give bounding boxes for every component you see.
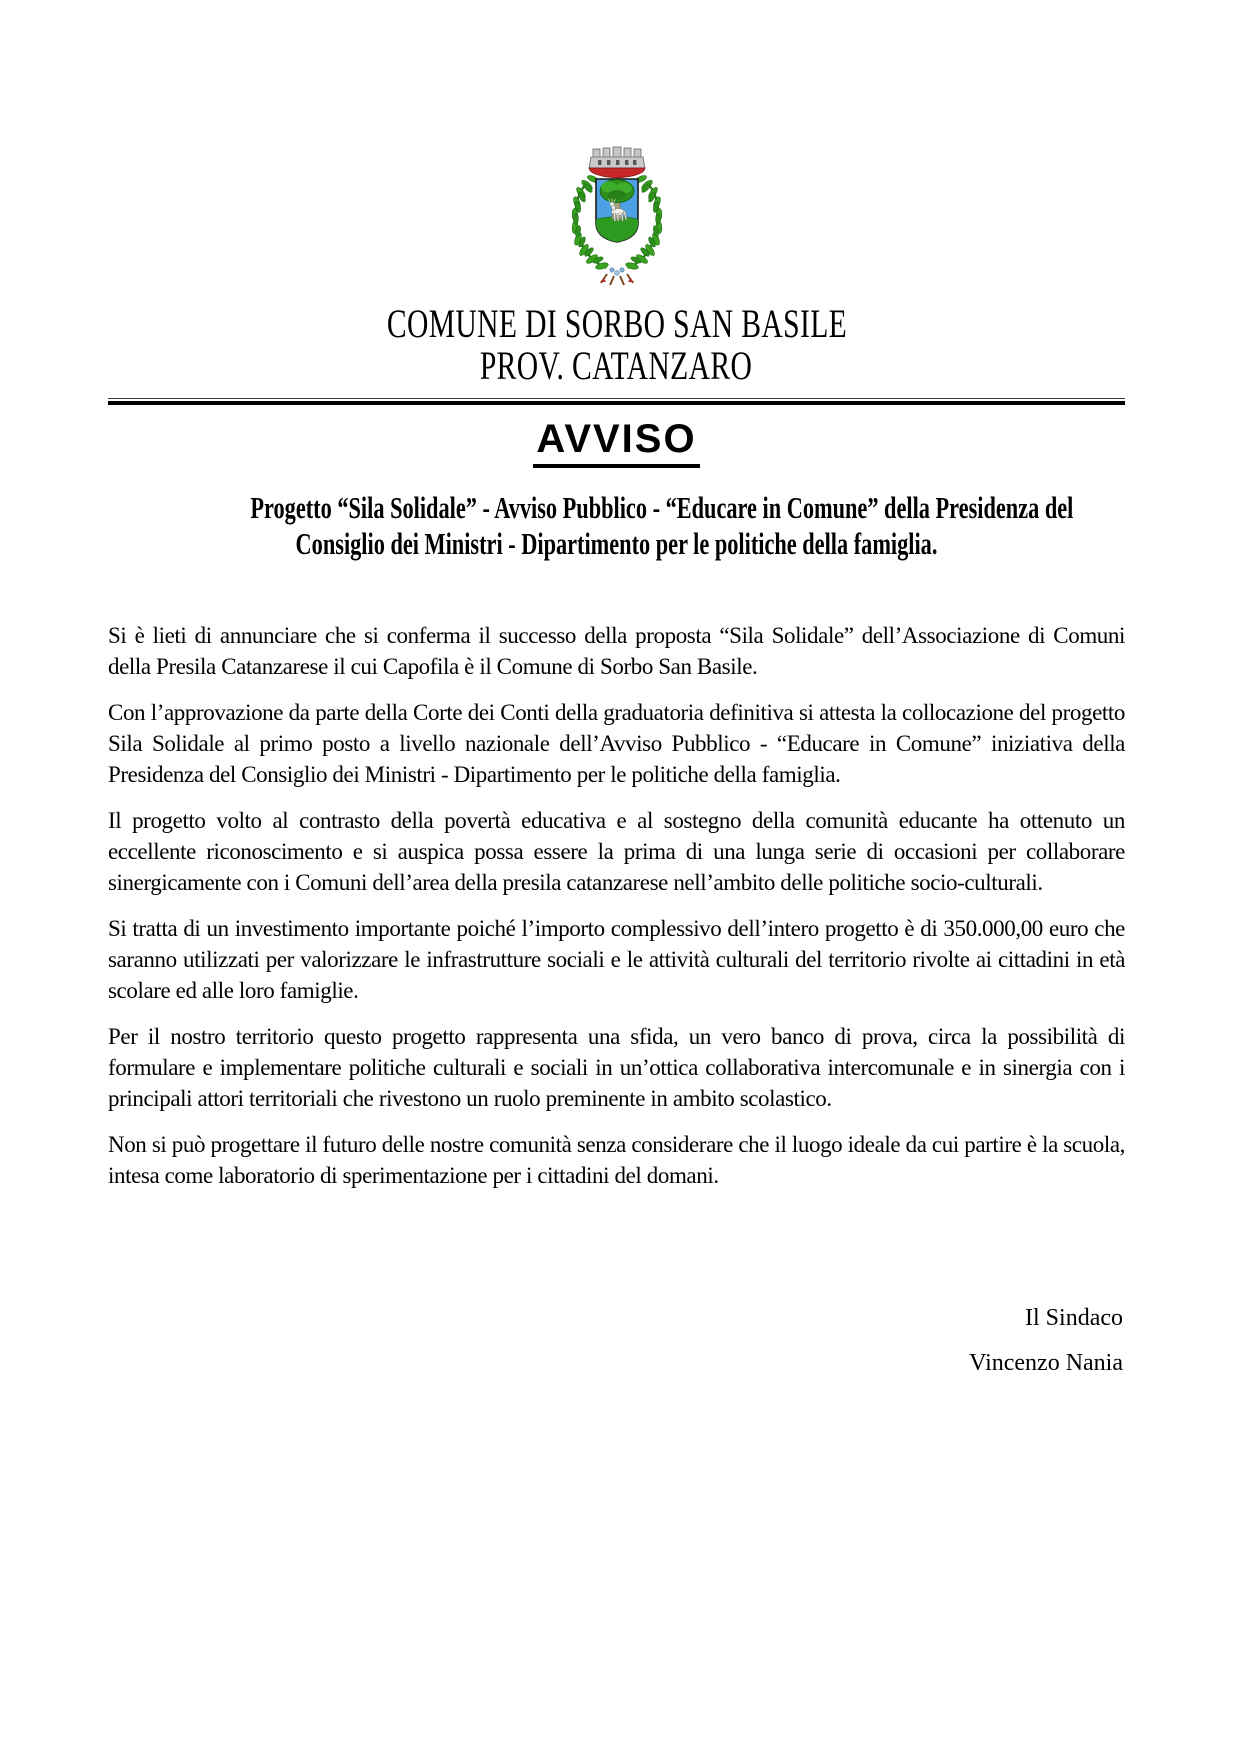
municipality-title <box>108 302 1125 346</box>
notice-subtitle <box>108 490 1125 562</box>
notice-title: AVVISO <box>533 418 699 468</box>
paragraph: Non si può progettare il futuro delle nostre comunità senza considerare che il luogo ideale da cui partire è la scuola, intesa come laboratorio di sperimentazione per i cittadini del domani. <box>108 1132 1125 1188</box>
notice-title-row <box>108 418 1125 468</box>
signature-role: Il Sindaco <box>1025 1305 1123 1331</box>
province-subtitle <box>108 344 1125 388</box>
paragraph: Il progetto volto al contrasto della povertà educativa e al sostegno della comunità educante ha ottenuto un eccellente riconoscimento e si auspica possa essere la prima di una lunga serie di occasioni per collaborare sinergicamente con i Comuni dell’area della presila catanzarese nell’ambito delle politiche socio-culturali. <box>108 808 1125 895</box>
paragraph: Con l’approvazione da parte della Corte dei Conti della graduatoria definitiva si attesta la collocazione del progetto Sila Solidale al primo posto a livello nazionale dell’Avviso Pubblico - “Educare in Comune” iniziativa della Presidenza del Consiglio dei Ministri - Dipartimento per le politiche della famiglia. <box>108 700 1125 787</box>
divider-thick-line <box>108 401 1125 405</box>
paragraph: Si tratta di un investimento importante poiché l’importo complessivo dell’intero progetto è di 350.000,00 euro che saranno utilizzati per valorizzare le infrastrutture sociali e le attività culturali del territorio rivolte ai cittadini in età scolare ed alle loro famiglie. <box>108 916 1125 1003</box>
signature-block <box>108 1303 1125 1379</box>
municipality-title-text: COMUNE DI SORBO SAN BASILE <box>386 301 847 346</box>
notice-subtitle-line1: Progetto “Sila Solidale” - Avviso Pubblico - “Educare in Comune” della Presidenza del <box>250 490 1074 525</box>
document-body <box>108 620 1125 1191</box>
province-subtitle-text: PROV. CATANZARO <box>480 343 753 388</box>
header-divider-rule <box>108 398 1125 405</box>
paragraph: Per il nostro territorio questo progetto rappresenta una sfida, un vero banco di prova, circa la possibilità di formulare e implementare politiche culturali e sociali in un’ottica collaborativa intercomunale e in sinergia con i principali attori territoriali che rivestono un ruolo preminente in ambito scolastico. <box>108 1024 1125 1111</box>
signature-name: Vincenzo Nania <box>969 1350 1123 1376</box>
coat-of-arms-icon <box>562 146 672 286</box>
crest-container <box>108 146 1125 286</box>
notice-subtitle-line2: Consiglio dei Ministri - Dipartimento per le politiche della famiglia. <box>295 526 938 561</box>
paragraph: Si è lieti di annunciare che si conferma il successo della proposta “Sila Solidale” dell’Associazione di Comuni della Presila Catanzarese il cui Capofila è il Comune di Sorbo San Basile. <box>108 623 1125 679</box>
